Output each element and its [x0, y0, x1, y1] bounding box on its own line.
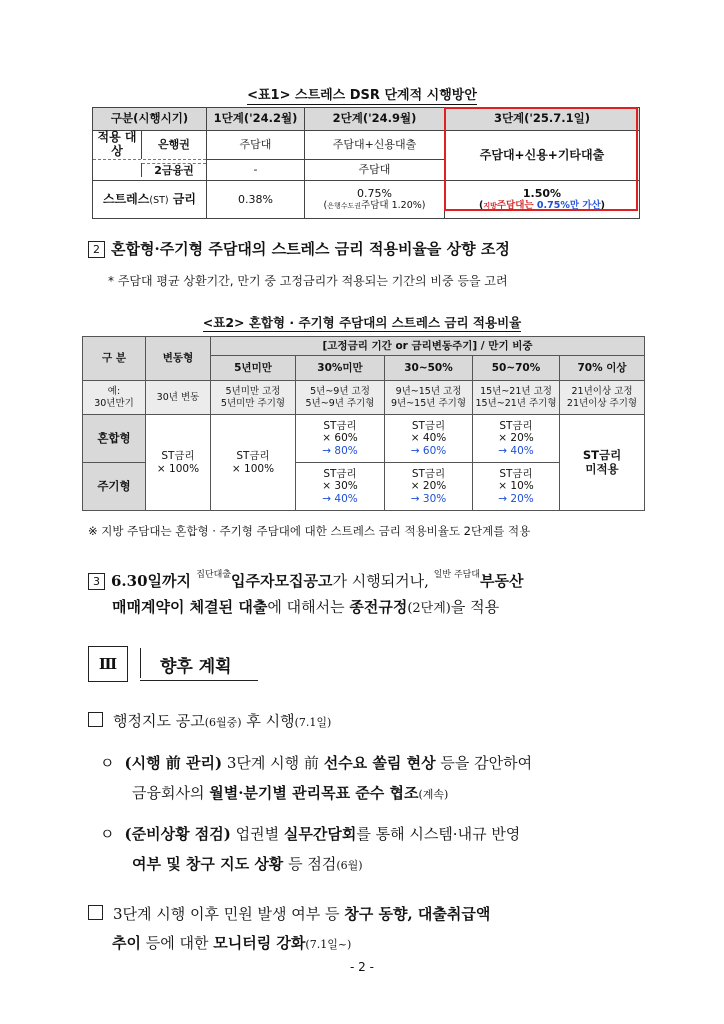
t1-bank-stage1: 주담대 — [207, 131, 305, 160]
plan-1-sub2-line1: ㅇ (준비상황 점검) 업권별 실무간담회를 통해 시스템·내규 반영 — [100, 825, 521, 843]
t1-nonbank-cell — [93, 159, 207, 180]
t1-rate-stage3: 1.50% (지방주담대는 0.75%만 가산) — [445, 180, 640, 218]
para-2: 2 혼합형·주기형 주담대의 스트레스 금리 적용비율을 상향 조정 — [88, 238, 510, 259]
para-2-number: 2 — [88, 241, 105, 258]
t2-periodic-c4: ST금리 × 10% → 20% — [473, 463, 560, 511]
t2-example-variable: 30년 변동 — [146, 381, 211, 415]
t2-under5-value: ST금리 × 100% — [211, 415, 296, 511]
t1-stage3-target: 주담대+신용+기타대출 — [445, 131, 640, 181]
t1-row-nonbank-label: 2금융권 — [142, 163, 206, 177]
section-3-number: Ⅲ — [88, 646, 128, 682]
plan-1-sub1-line2: 금융회사의 월별·분기별 관리목표 준수 협조(계속) — [132, 784, 449, 802]
t2-periodic-c2: ST금리 × 30% → 40% — [296, 463, 385, 511]
t1-header-stage2: 2단계('24.9월) — [305, 108, 445, 131]
t2-mixed-c3: ST금리 × 40% → 60% — [385, 415, 473, 463]
t1-header-stage3: 3단계('25.7.1일) — [445, 108, 640, 131]
t2-header-50-70: 50~70% — [473, 356, 560, 381]
para-3-line2: 매매계약이 체결된 대출에 대해서는 종전규정(2단계)을 적용 — [112, 598, 500, 616]
t2-row-periodic: 주기형 — [83, 463, 146, 511]
section-3-title: 향후 계획 — [160, 657, 232, 677]
plan-2-line1: 3단계 시행 이후 민원 발생 여부 등 창구 동향, 대출취급액 — [88, 903, 490, 924]
page-number: - 2 - — [350, 960, 374, 974]
t2-header-30: 30%미만 — [296, 356, 385, 381]
plan-1: 행정지도 공고(6월중) 후 시행(7.1일) — [88, 710, 331, 731]
t1-header-stage1: 1단계('24.2월) — [207, 108, 305, 131]
t1-nonbank-stage2: 주담대 — [305, 159, 445, 180]
t1-target-cell — [93, 131, 207, 160]
t2-example-c5: 21년이상 고정 21년이상 주기형 — [560, 381, 645, 415]
table2-title: <표2> 혼합형 · 주기형 주담대의 스트레스 금리 적용비율 — [202, 315, 522, 330]
t2-header-group: [고정금리 기간 or 금리변동주기] / 만기 비중 — [211, 337, 645, 356]
t2-row-mixed: 혼합형 — [83, 415, 146, 463]
t2-header-variable: 변동형 — [146, 337, 211, 381]
checkbox-square-icon — [88, 905, 103, 920]
para-3-line1: 3 6.30일까지 $^{집단대출}$입주자모집공고가 시행되거나, $^{일반 주담대}$부동산 — [88, 567, 524, 591]
t2-mixed-c4: ST금리 × 20% → 40% — [473, 415, 560, 463]
t1-rate-stage2: 0.75% (은행수도권주담대 1.20%) — [305, 180, 445, 218]
plan-1-sub1-line1: ㅇ (시행 前 관리) 3단계 시행 前 선수요 쏠림 현상 등을 감안하여 — [100, 754, 533, 772]
t1-rate-label: 스트레스(ST) 금리 — [93, 180, 207, 218]
t2-variable-value: ST금리 × 100% — [146, 415, 211, 511]
t1-bank-stage2: 주담대+신용대출 — [305, 131, 445, 160]
plan-2-line2: 추이 등에 대한 모니터링 강화(7.1일~) — [112, 934, 352, 952]
t2-example-c1: 5년미만 고정 5년미만 주기형 — [211, 381, 296, 415]
t2-periodic-c3: ST금리 × 20% → 30% — [385, 463, 473, 511]
t2-mixed-c2: ST금리 × 60% → 80% — [296, 415, 385, 463]
table1-stress-dsr-plan — [92, 107, 640, 219]
t2-header-30-50: 30~50% — [385, 356, 473, 381]
table2-stress-rate-ratio — [82, 336, 645, 511]
t1-nonbank-stage1: - — [207, 159, 305, 180]
t2-header-under5: 5년미만 — [211, 356, 296, 381]
t1-rate-stage1: 0.38% — [207, 180, 305, 218]
t2-example-c3: 9년~15년 고정 9년~15년 주기형 — [385, 381, 473, 415]
t2-example-label: 예: 30년만기 — [83, 381, 146, 415]
t2-not-applied: ST금리 미적용 — [560, 415, 645, 511]
note-1: * 주담대 평균 상환기간, 만기 중 고정금리가 적용되는 기간의 비중 등을 고려 — [108, 274, 508, 288]
t1-row-bank-label: 은행권 — [158, 138, 190, 152]
t1-target-label: 적용 대상 — [93, 131, 142, 159]
t2-example-c4: 15년~21년 고정 15년~21년 주기형 — [473, 381, 560, 415]
para-3-number: 3 — [88, 573, 105, 590]
note-2: ※ 지방 주담대는 혼합형 · 주기형 주담대에 대한 스트레스 금리 적용비율도 2단계를 적용 — [88, 524, 531, 538]
plan-1-sub2-line2: 여부 및 창구 지도 상황 등 점검(6월) — [132, 855, 363, 873]
checkbox-square-icon — [88, 712, 103, 727]
table1-title: <표1> 스트레스 DSR 단계적 시행방안 — [247, 88, 477, 103]
t2-header-70: 70% 이상 — [560, 356, 645, 381]
t1-header-gubun: 구분(시행시기) — [93, 108, 207, 131]
t2-example-c2: 5년~9년 고정 5년~9년 주기형 — [296, 381, 385, 415]
t2-header-gubun: 구 분 — [83, 337, 146, 381]
